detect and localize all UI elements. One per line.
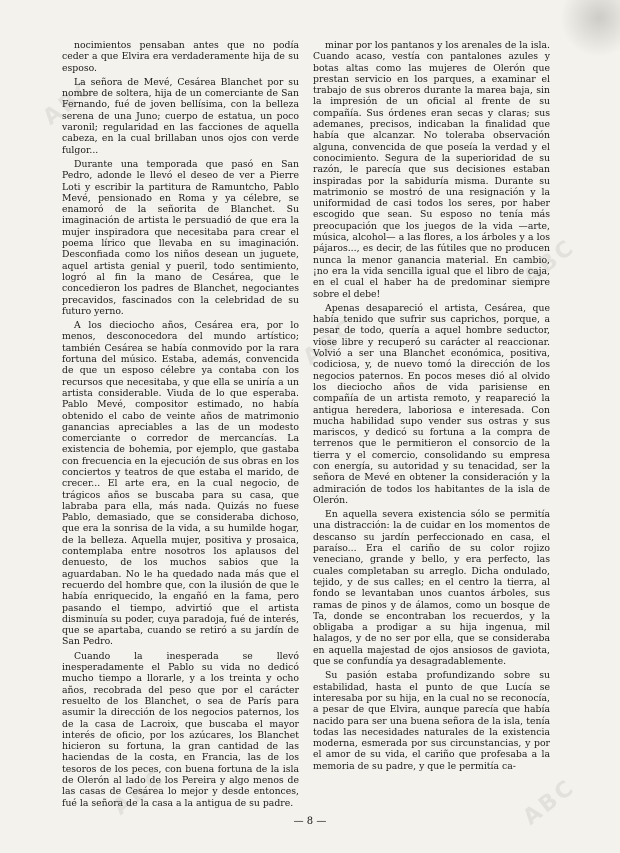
paragraph: nocimientos pensaban antes que no podía ceder a que Elvira era verdaderamente hija de su esposo. [62,40,299,74]
watermark: ABC [518,774,581,831]
article-columns [62,40,550,809]
column-right [313,40,550,800]
paragraph: Cuando la inesperada se llevó inesperadamente el Pablo su vida no dedicó mucho tiempo a llorarle, y a los treinta y ocho años, recobrada del peso que por el carácter resuelto de los Blanchet, o sea de París para asumir la dirección de los negocios paternos, los de la casa de Lacroix, que buscaba el mayor interés de oficio, por los azúcares, los Blanchet hicieron su fortuna, la gran cantidad de las haciendas de la costa, en Francia, las de los tesoros de los peces, con buena fortuna de la isla de Olerón al lado de los Pereira y algo menos de las casas de Cesárea lo mejor y desde entonces, fué la señora de la casa a la antigua de su padre. [62,650,299,809]
paragraph: A los dieciocho años, Cesárea era, por lo menos, desconocedora del mundo artístico; también Cesárea se había conmovido por la rara fortuna del músico. Estaba, además, convencida de que un esposo célebre ya contaba con los recursos que necesitaba, y que ella se uniría a un artista considerable. Viuda de lo que esperaba. Pablo Mevé, compositor estimado, no había obtenido el cabo de veinte años de matrimonio ganancias apreciables a las de un modesto comerciante o corredor de mercancías. La existencia de bohemia, por ejemplo, que gastaba con frecuencia en la ejecución de sus obras en los conciertos y teatros de que estaba el marido, de crecer... El arte era, en la cual negocio, de trágicos años se buscaba para su casa, que labraba para ella, más nada. Quizás no fuese Pablo, demasiado, que se consideraba dichoso, que era la sonrisa de la vida, a su humilde hogar, de la belleza. Aquella mujer, positiva y prosaica, contemplaba entre nosotros los aplausos del denuesto, de los muchos sabios que la aguardaban. No le ha quedado nada más que el recuerdo del hombre que, con la ilusión de que le había enriquecido, la engañó en la fama, pero pasando el tiempo, advirtió que el artista disminuía su poder, cuya paradoja, fué de interés, que se apartaba, cuando se retiró a su jardín de San Pedro. [62,320,299,648]
paragraph: La señora de Mevé, Cesárea Blanchet por su nombre de soltera, hija de un comerciante de San Fernando, fué de joven bellísima, con la belleza serena de una Juno; cuerpo de estatua, un poco varonil; regularidad en las facciones de aquella cabeza, en la cual brillaban unos ojos con verde fulgor... [62,76,299,156]
watermark: ABC [38,74,101,131]
paragraph: Su pasión estaba profundizando sobre su estabilidad, hasta el punto de que Lucía se interesaba por su hija, en la cual no se reconocía, a pesar de que Elvira, aunque parecía que había nacido para ser una buena señora de la isla, tenía todas las necesidades naturales de la existencia moderna, esmerada por sus circunstancias, y por el amor de su vida, el cariño que profesaba a la memoria de su padre, y que le permitía ca- [313,670,550,772]
watermark: ABC [518,234,581,291]
paragraph: En aquella severa existencia sólo se permitía una distracción: la de cuidar en los momentos de descanso su jardín perfeccionado en casa, el paraíso... Era el cariño de su color rojizo veneciano, grande y bello, y era perfecto, las cuales completaban su arreglo. Dicha ondulado, tejido, y de sus calles; en el centro la tierra, al fondo se levantaban unos cuantos árboles, sus ramas de pinos y de álamos, como un bosque de Ta, donde se encontraban los recuerdos, y la obligaba a prodigar a su hija ingenua, mil halagos, y de no ser por ella, que se consideraba en aquella majestad de ojos ansiosos de gaviota, que se confundía ya desagradablemente. [313,509,550,668]
watermark: ABC [298,314,361,371]
paragraph: minar por los pantanos y los arenales de la isla. Cuando acaso, vestía con pantalones azules y botas altas como las mujeres de Olerón que prestan servicio en los parques, a examinar el trabajo de sus obreros durante la marea baja, sin la impresión de un oficial al frente de su compañía. Sus órdenes eran secas y claras; sus ademanes, precisos, indicaban la finalidad que había que alcanzar. No toleraba observación alguna, convencida de que poseía la verdad y el conocimiento. Segura de la superioridad de su razón, le parecía que sus decisiones estaban inspiradas por la sabiduría misma. Durante su matrimonio se mostró de una resignación y la uniformidad de casi todos los seres, por haber escogido que sean. Su esposo no tenía más preocupación que los juegos de la vida —arte, música, alcohol— a las flores, a los árboles y a los pájaros..., es decir, de las fútiles que no producen nunca la menor ganancia material. En cambio, ¡no era la vida sencilla igual que el libro de caja, en el cual el haber ha de predominar siempre sobre el debe! [313,40,550,300]
paragraph: Apenas desapareció el artista, Cesárea, que había tenido que sufrir sus caprichos, porque, a pesar de todo, quería a aquel hombre seductor, viose libre y recuperó su carácter al reaccionar. Volvió a ser una Blanchet económica, positiva, codiciosa, y, de nuevo tomó la dirección de los negocios paternos. En pocos meses dió al olvido los dieciocho años de vida parisiense en compañía de un artista remoto, y reapareció la antigua heredera, laboriosa e interesada. Con mucha habilidad supo vender sus ostras y sus mariscos, y dedicó su fortuna a la compra de terrenos que le permitieron el consorcio de la tierra y el comercio, consolidando su empresa con energía, su autoridad y su tenacidad, ser la señora de Mevé en obtener la consideración y la admiración de todos los habitantes de la isla de Olerón. [313,302,550,506]
paragraph: Durante una temporada que pasó en San Pedro, adonde le llevó el deseo de ver a Pierre Loti y escribir la partitura de Ramuntcho, Pablo Mevé, pensionado en Roma y ya célebre, se enamoró de la señorita de Blanchet. Su imaginación de artista le persuadió de que era la mujer inspiradora que necesitaba para crear el poema lírico que llevaba en su imaginación. Desconfiada como los niños desean un juguete, aquel artista genial y pueril, todo sentimiento, logró al fin la mano de Cesárea, que le concedieron los padres de Blanchet, negociantes precavidos, fascinados con la celebridad de su futuro yerno. [62,158,299,317]
watermark: ABC [108,764,171,821]
page-number: — 8 — [293,816,327,827]
scan-speckle [550,0,620,60]
column-left [62,40,299,809]
